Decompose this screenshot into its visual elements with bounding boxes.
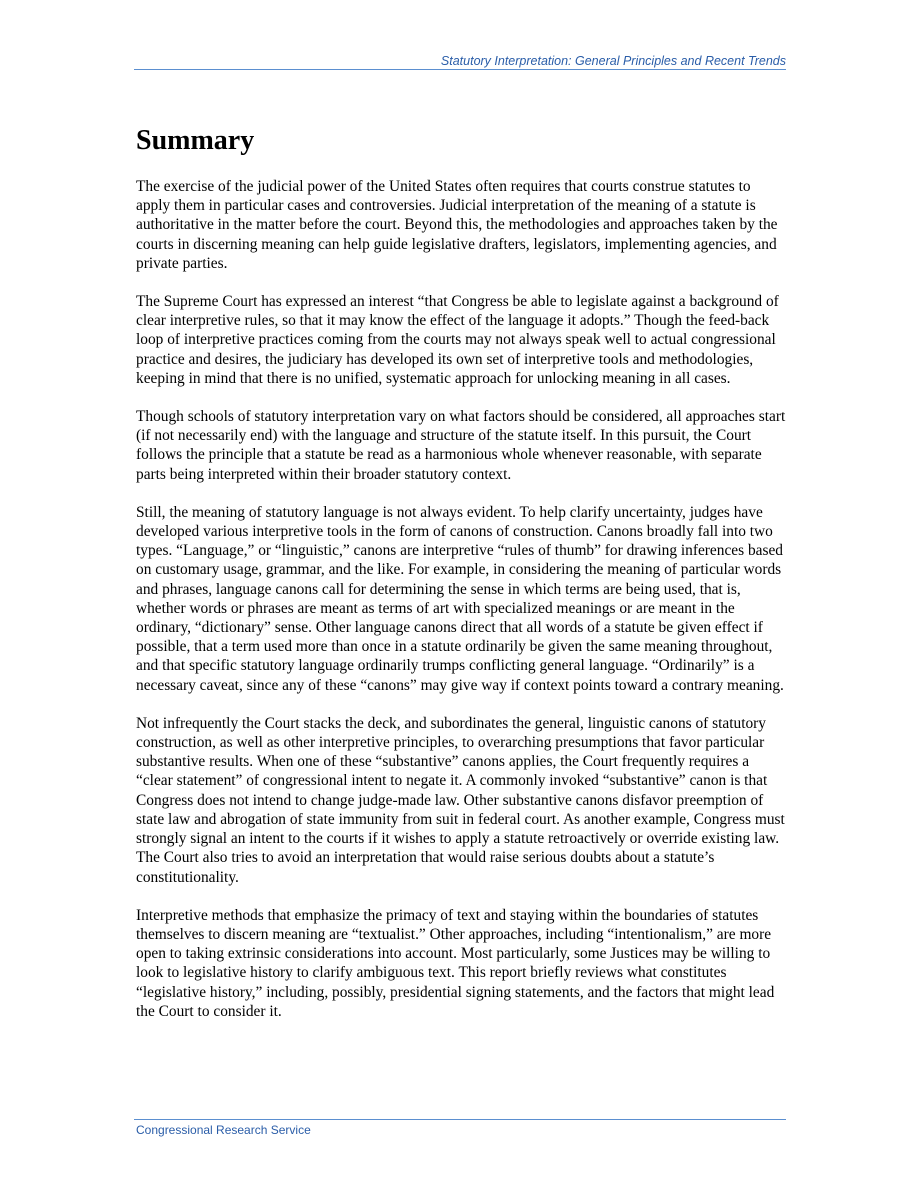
paragraph-1: The exercise of the judicial power of the United States often requires that courts construe statutes to apply them in particular cases and controversies. Judicial interpretation of the meaning of a statute is authoritative in the matter before the court. Beyond this, the methodologies and approaches taken by the courts in discerning meaning can help guide legislative drafters, legislators, implementing agencies, and private parties.: [136, 178, 778, 272]
page-title: Summary: [136, 125, 255, 156]
summary-body: [136, 177, 786, 1040]
paragraph-3: Though schools of statutory interpretation vary on what factors should be considered, all approaches start (if not necessarily end) with the language and structure of the statute itself. In this pursuit, the Court follows the principle that a statute be read as a harmonious whole whenever reasonable, with separate parts being interpreted within their broader statutory context.: [136, 408, 786, 483]
footer-organization: Congressional Research Service: [136, 1123, 311, 1137]
header-divider: [134, 69, 786, 70]
paragraph-2: The Supreme Court has expressed an interest “that Congress be able to legislate against a background of clear interpretive rules, so that it may know the effect of the language it adopts.” Though the feed-back loop of interpretive practices coming from the courts may not always speak well to actual congressional practice and desires, the judiciary has developed its own set of interpretive tools and methodologies, keeping in mind that there is no unified, systematic approach for unlocking meaning in all cases.: [136, 293, 779, 387]
paragraph-4: Still, the meaning of statutory language is not always evident. To help clarify uncertainty, judges have developed various interpretive tools in the form of canons of construction. Canons broadly fall into two types. “Language,” or “linguistic,” canons are interpretive “rules of thumb” for drawing inferences based on customary usage, grammar, and the like. For example, in considering the meaning of particular words and phrases, language canons call for determining the sense in which terms are being used, that is, whether words or phrases are meant as terms of art with specialized meanings or are meant in the ordinary, “dictionary” sense. Other language canons direct that all words of a statute be given effect if possible, that a term used more than once in a statute ordinarily be given the same meaning throughout, and that specific statutory language ordinarily trumps conflicting general language. “Ordinarily” is a necessary caveat, since any of these “canons” may give way if context points toward a contrary meaning.: [136, 503, 784, 694]
paragraph-6: Interpretive methods that emphasize the primacy of text and staying within the boundaries of statutes themselves to discern meaning are “textualist.” Other approaches, including “intentionalism,” are more open to taking extrinsic considerations into account. Most particularly, some Justices may be willing to look to legislative history to clarify ambiguous text. This report briefly reviews what constitutes “legislative history,” including, possibly, presidential signing statements, and the factors that might lead the Court to consider it.: [136, 906, 775, 1020]
footer-divider: [134, 1119, 786, 1120]
running-header-title: Statutory Interpretation: General Principles and Recent Trends: [440, 54, 786, 68]
paragraph-5: Not infrequently the Court stacks the deck, and subordinates the general, linguistic canons of statutory construction, as well as other interpretive principles, to overarching presumptions that favor particular substantive results. When one of these “substantive” canons applies, the Court frequently requires a “clear statement” of congressional intent to negate it. A commonly invoked “substantive” canon is that Congress does not intend to change judge-made law. Other substantive canons disfavor preemption of state law and abrogation of state immunity from suit in federal court. As another example, Congress must strongly signal an intent to the courts if it wishes to apply a statute retroactively or override existing law. The Court also tries to avoid an interpretation that would raise serious doubts about a statute’s constitutionality.: [136, 714, 785, 886]
